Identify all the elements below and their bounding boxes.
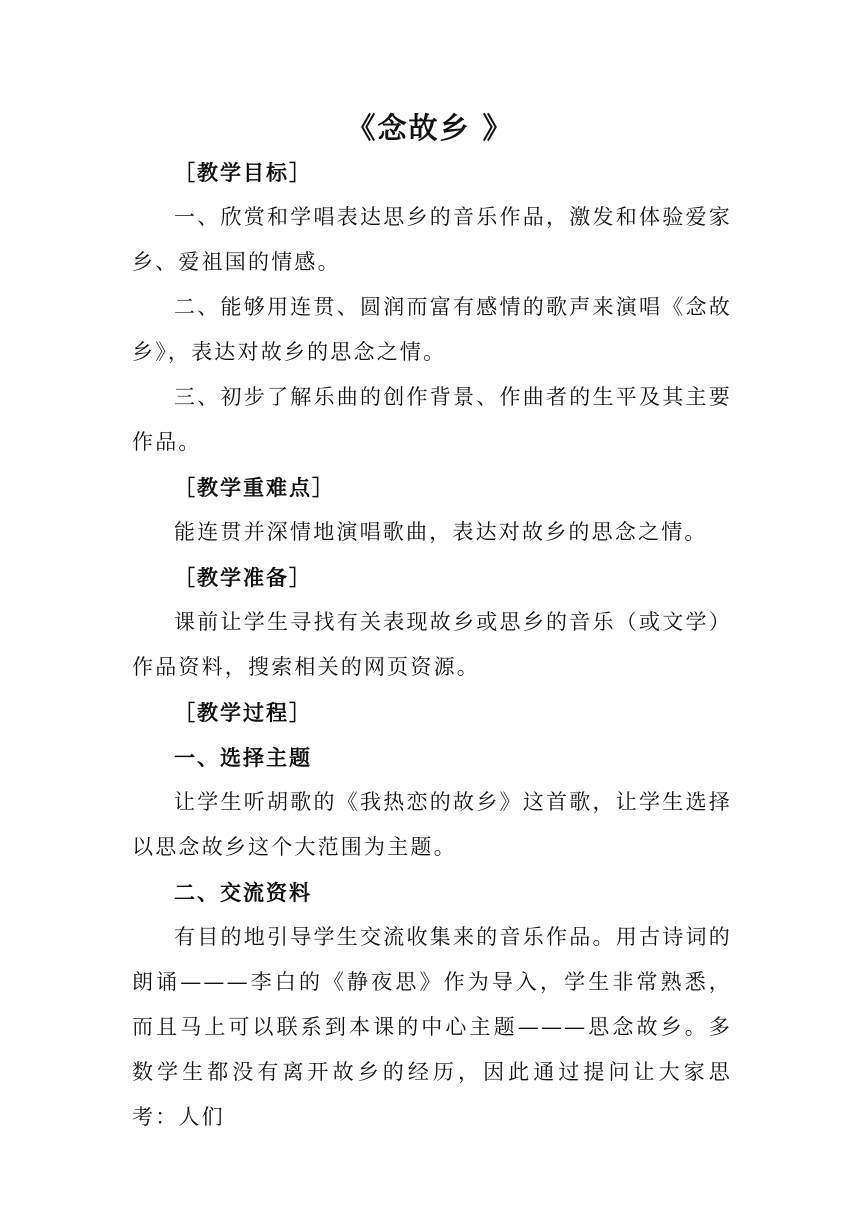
key-points-heading: ［教学重难点］ bbox=[174, 475, 335, 500]
step-1-paragraph: 让学生听胡歌的《我热恋的故乡》这首歌，让学生选择以思念故乡这个大范围为主题。 bbox=[132, 790, 732, 859]
process-heading: ［教学过程］ bbox=[174, 700, 312, 725]
preparation-heading: ［教学准备］ bbox=[174, 565, 312, 590]
key-points-paragraph: 能连贯并深情地演唱歌曲，表达对故乡的思念之情。 bbox=[174, 520, 708, 544]
objective-1-paragraph: 一、欣赏和学唱表达思乡的音乐作品，激发和体验爱家乡、爱祖国的情感。 bbox=[132, 205, 732, 274]
objective-2-paragraph: 二、能够用连贯、圆润而富有感情的歌声来演唱《念故乡》，表达对故乡的思念之情。 bbox=[132, 295, 732, 364]
step-2-paragraph: 有目的地引导学生交流收集来的音乐作品。用古诗词的朗诵———李白的《静夜思》作为导入，学生非常熟悉，而且马上可以联系到本课的中心主题———思念故乡。多数学生都没有离开故乡的经历，因此通过提问让大家思考：人们 bbox=[132, 925, 732, 1129]
document-body bbox=[132, 150, 732, 1140]
objectives-heading: ［教学目标］ bbox=[174, 160, 312, 185]
objective-3-paragraph: 三、初步了解乐曲的创作背景、作曲者的生平及其主要作品。 bbox=[132, 385, 732, 454]
step-1-heading: 一、选择主题 bbox=[174, 745, 312, 770]
document-title: 《念故乡 》 bbox=[346, 111, 514, 145]
step-2-heading: 二、交流资料 bbox=[174, 880, 312, 905]
preparation-paragraph: 课前让学生寻找有关表现故乡或思乡的音乐（或文学）作品资料，搜索相关的网页资源。 bbox=[132, 610, 732, 679]
